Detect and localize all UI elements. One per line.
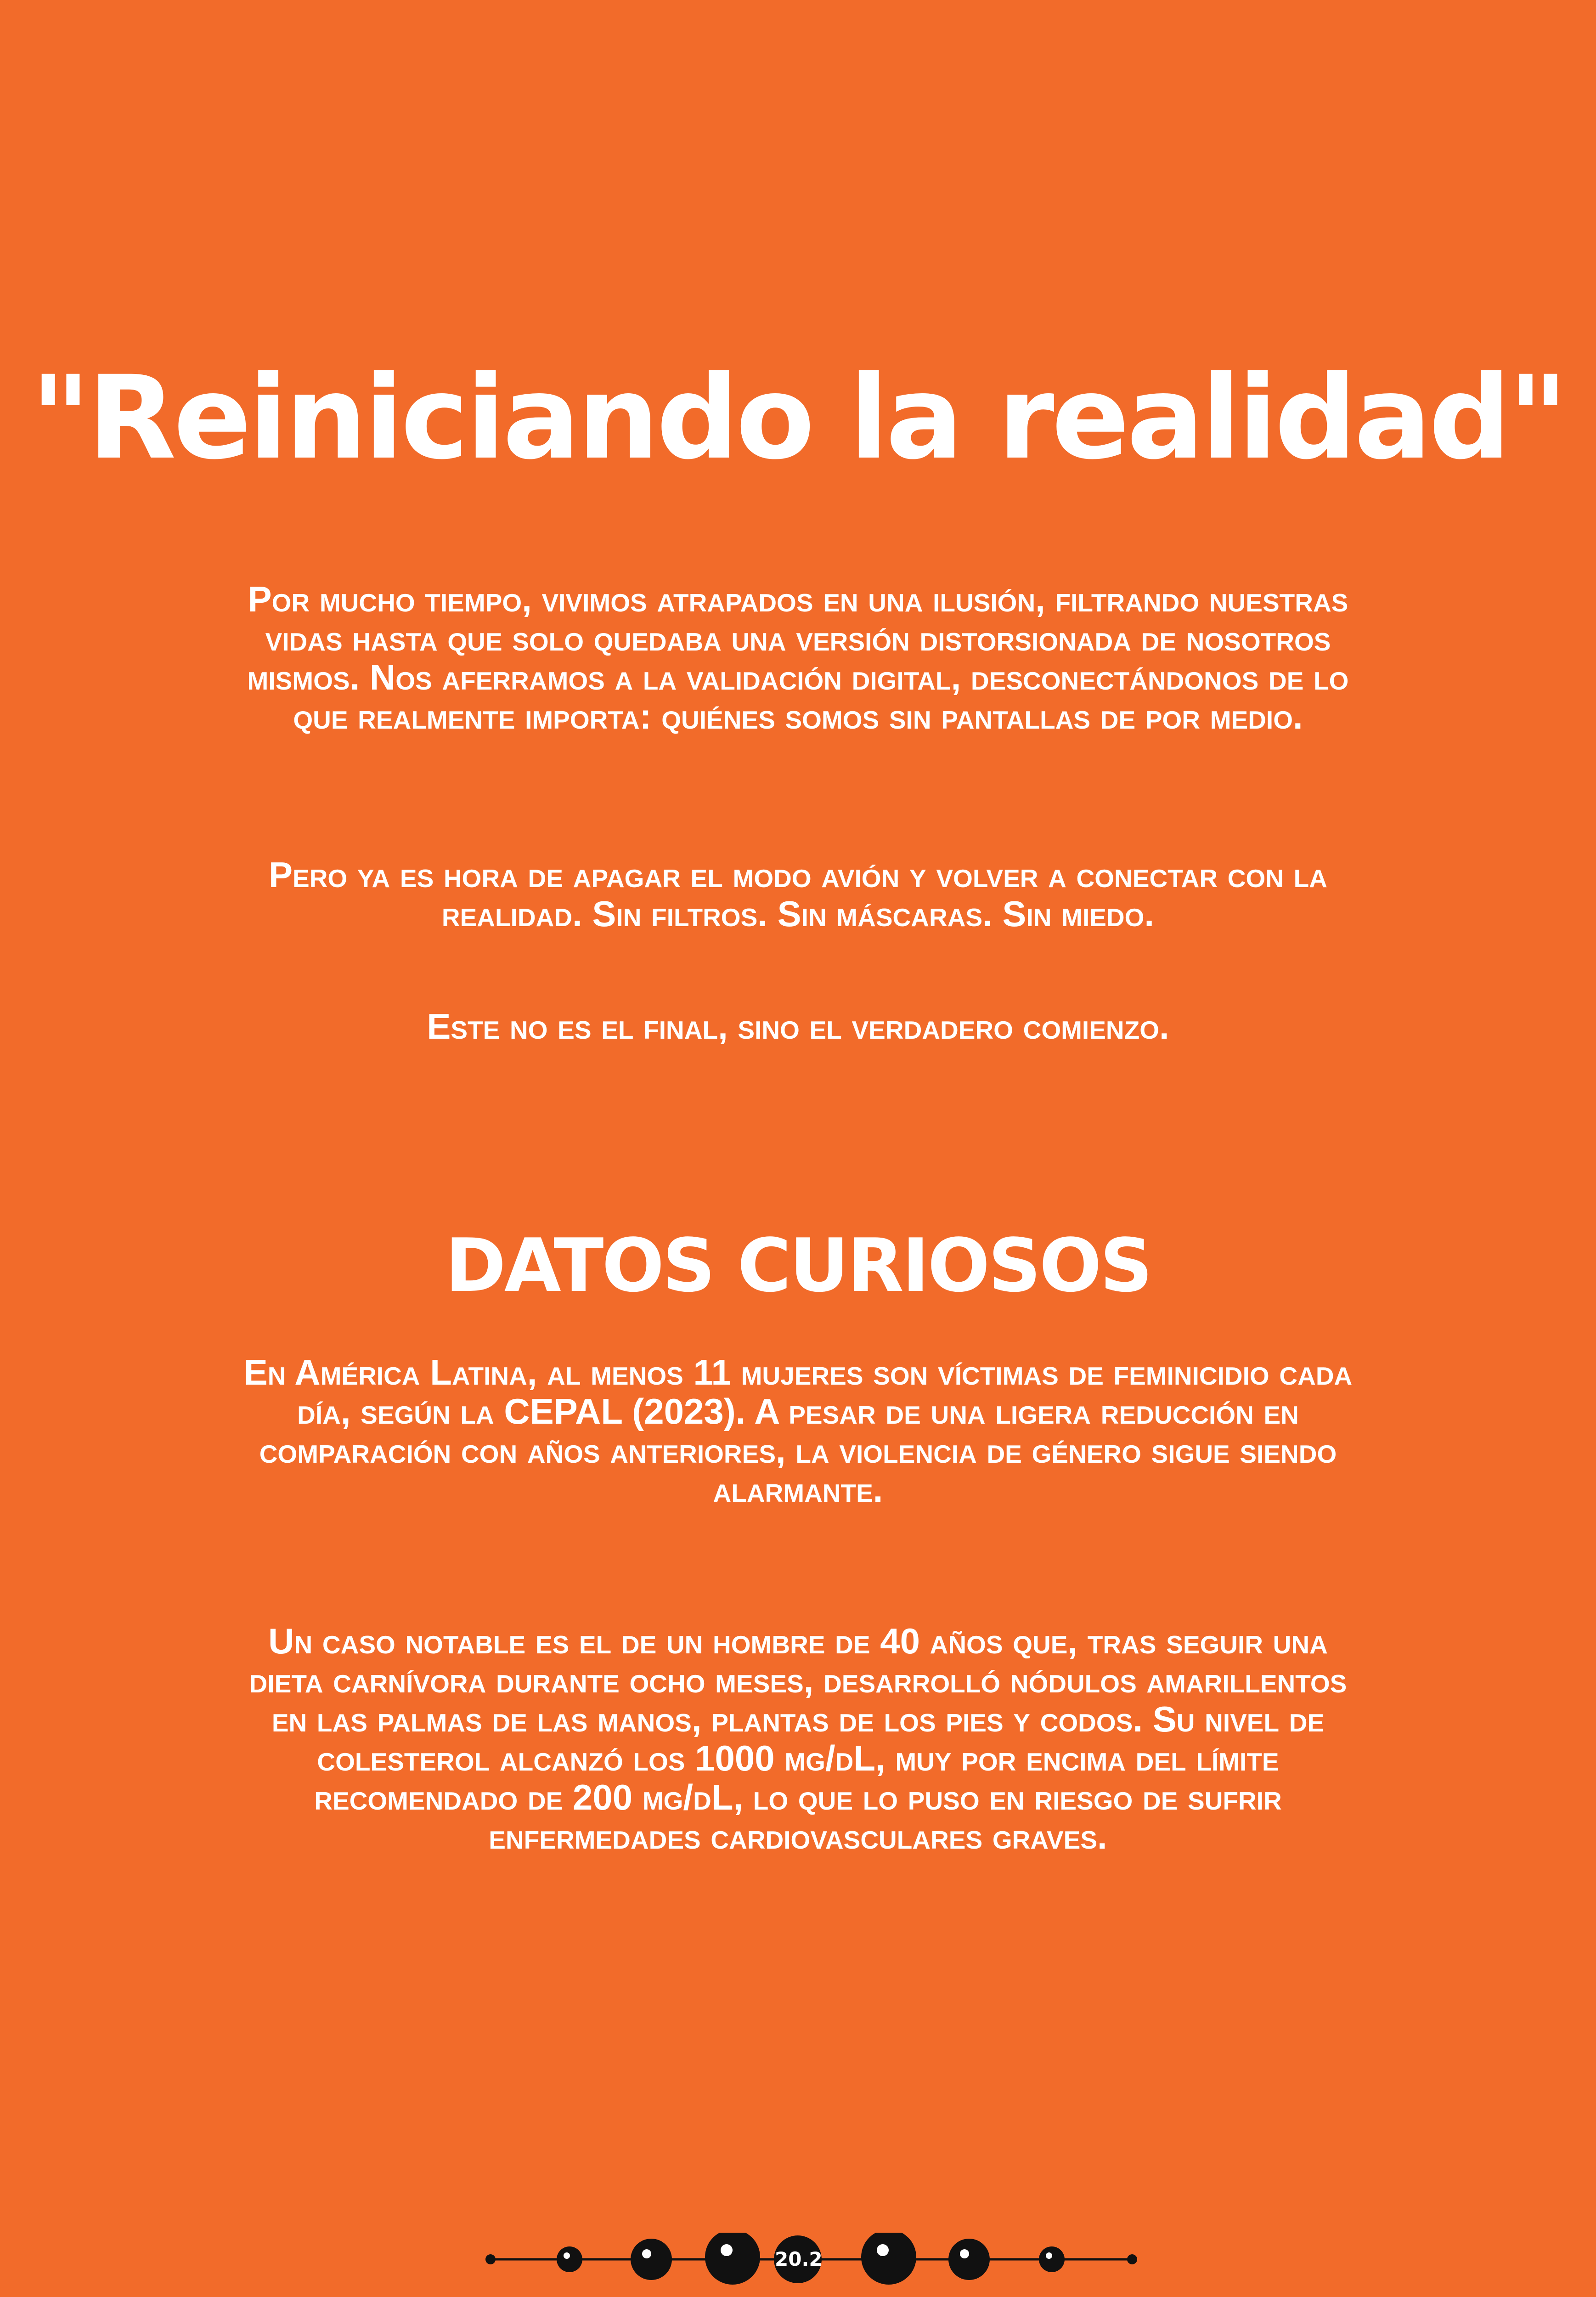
footer-dot-highlight [642, 2249, 651, 2258]
fact-paragraph-1: En América Latina, al menos 11 mujeres son víctimas de feminicidio cada día, según la CEPAL (2023). A pesar de una ligera reducción en comparación con años anteriores, la violencia de género sigue siendo alarmante. [243, 1352, 1353, 1510]
footer-dot [948, 2239, 990, 2280]
footer-dot [557, 2246, 582, 2272]
page-title: "Reiniciando la realidad" [30, 351, 1566, 485]
footer-dot [1039, 2246, 1065, 2272]
fact-paragraph-2: Un caso notable es el de un hombre de 40 años que, tras seguir una dieta carnívora durante ocho meses, desarrolló nódulos amarillentos en las palmas de las manos, plantas de los pies y codos. Su nivel de colesterol alcanzó los 1000 mg/dL, muy por encima del límite recomendado de 200 mg/dL, lo que lo puso en riesgo de sufrir enfermedades cardiovasculares graves. [249, 1621, 1347, 1856]
footer-dot [861, 2233, 916, 2285]
intro-paragraph-3: Este no es el final, sino el verdadero comienzo. [427, 1006, 1169, 1047]
footer-dot [1127, 2254, 1137, 2264]
facts-heading: DATOS CURIOSOS [445, 1222, 1151, 1308]
footer-dot-highlight [1046, 2252, 1052, 2259]
footer-dot-highlight [721, 2244, 733, 2256]
footer-dot-highlight [960, 2249, 969, 2258]
footer-dot [631, 2239, 672, 2280]
intro-paragraph-2: Pero ya es hora de apagar el modo avión y volver a conectar con la realidad. Sin filtros. Sin máscaras. Sin miedo. [269, 854, 1327, 934]
footer-dot [485, 2254, 496, 2264]
footer-dot-highlight [877, 2244, 889, 2256]
page-number: 20.2 [775, 2248, 823, 2270]
intro-paragraph-1: Por mucho tiempo, vivimos atrapados en una ilusión, filtrando nuestras vidas hasta que solo quedaba una versión distorsionada de nosotros mismos. Nos aferramos a la validación digital, desconectándonos de lo que realmente importa: quiénes somos sin pantallas de por medio. [247, 579, 1349, 736]
footer-dot-highlight [564, 2252, 570, 2259]
footer-dot [705, 2233, 760, 2285]
